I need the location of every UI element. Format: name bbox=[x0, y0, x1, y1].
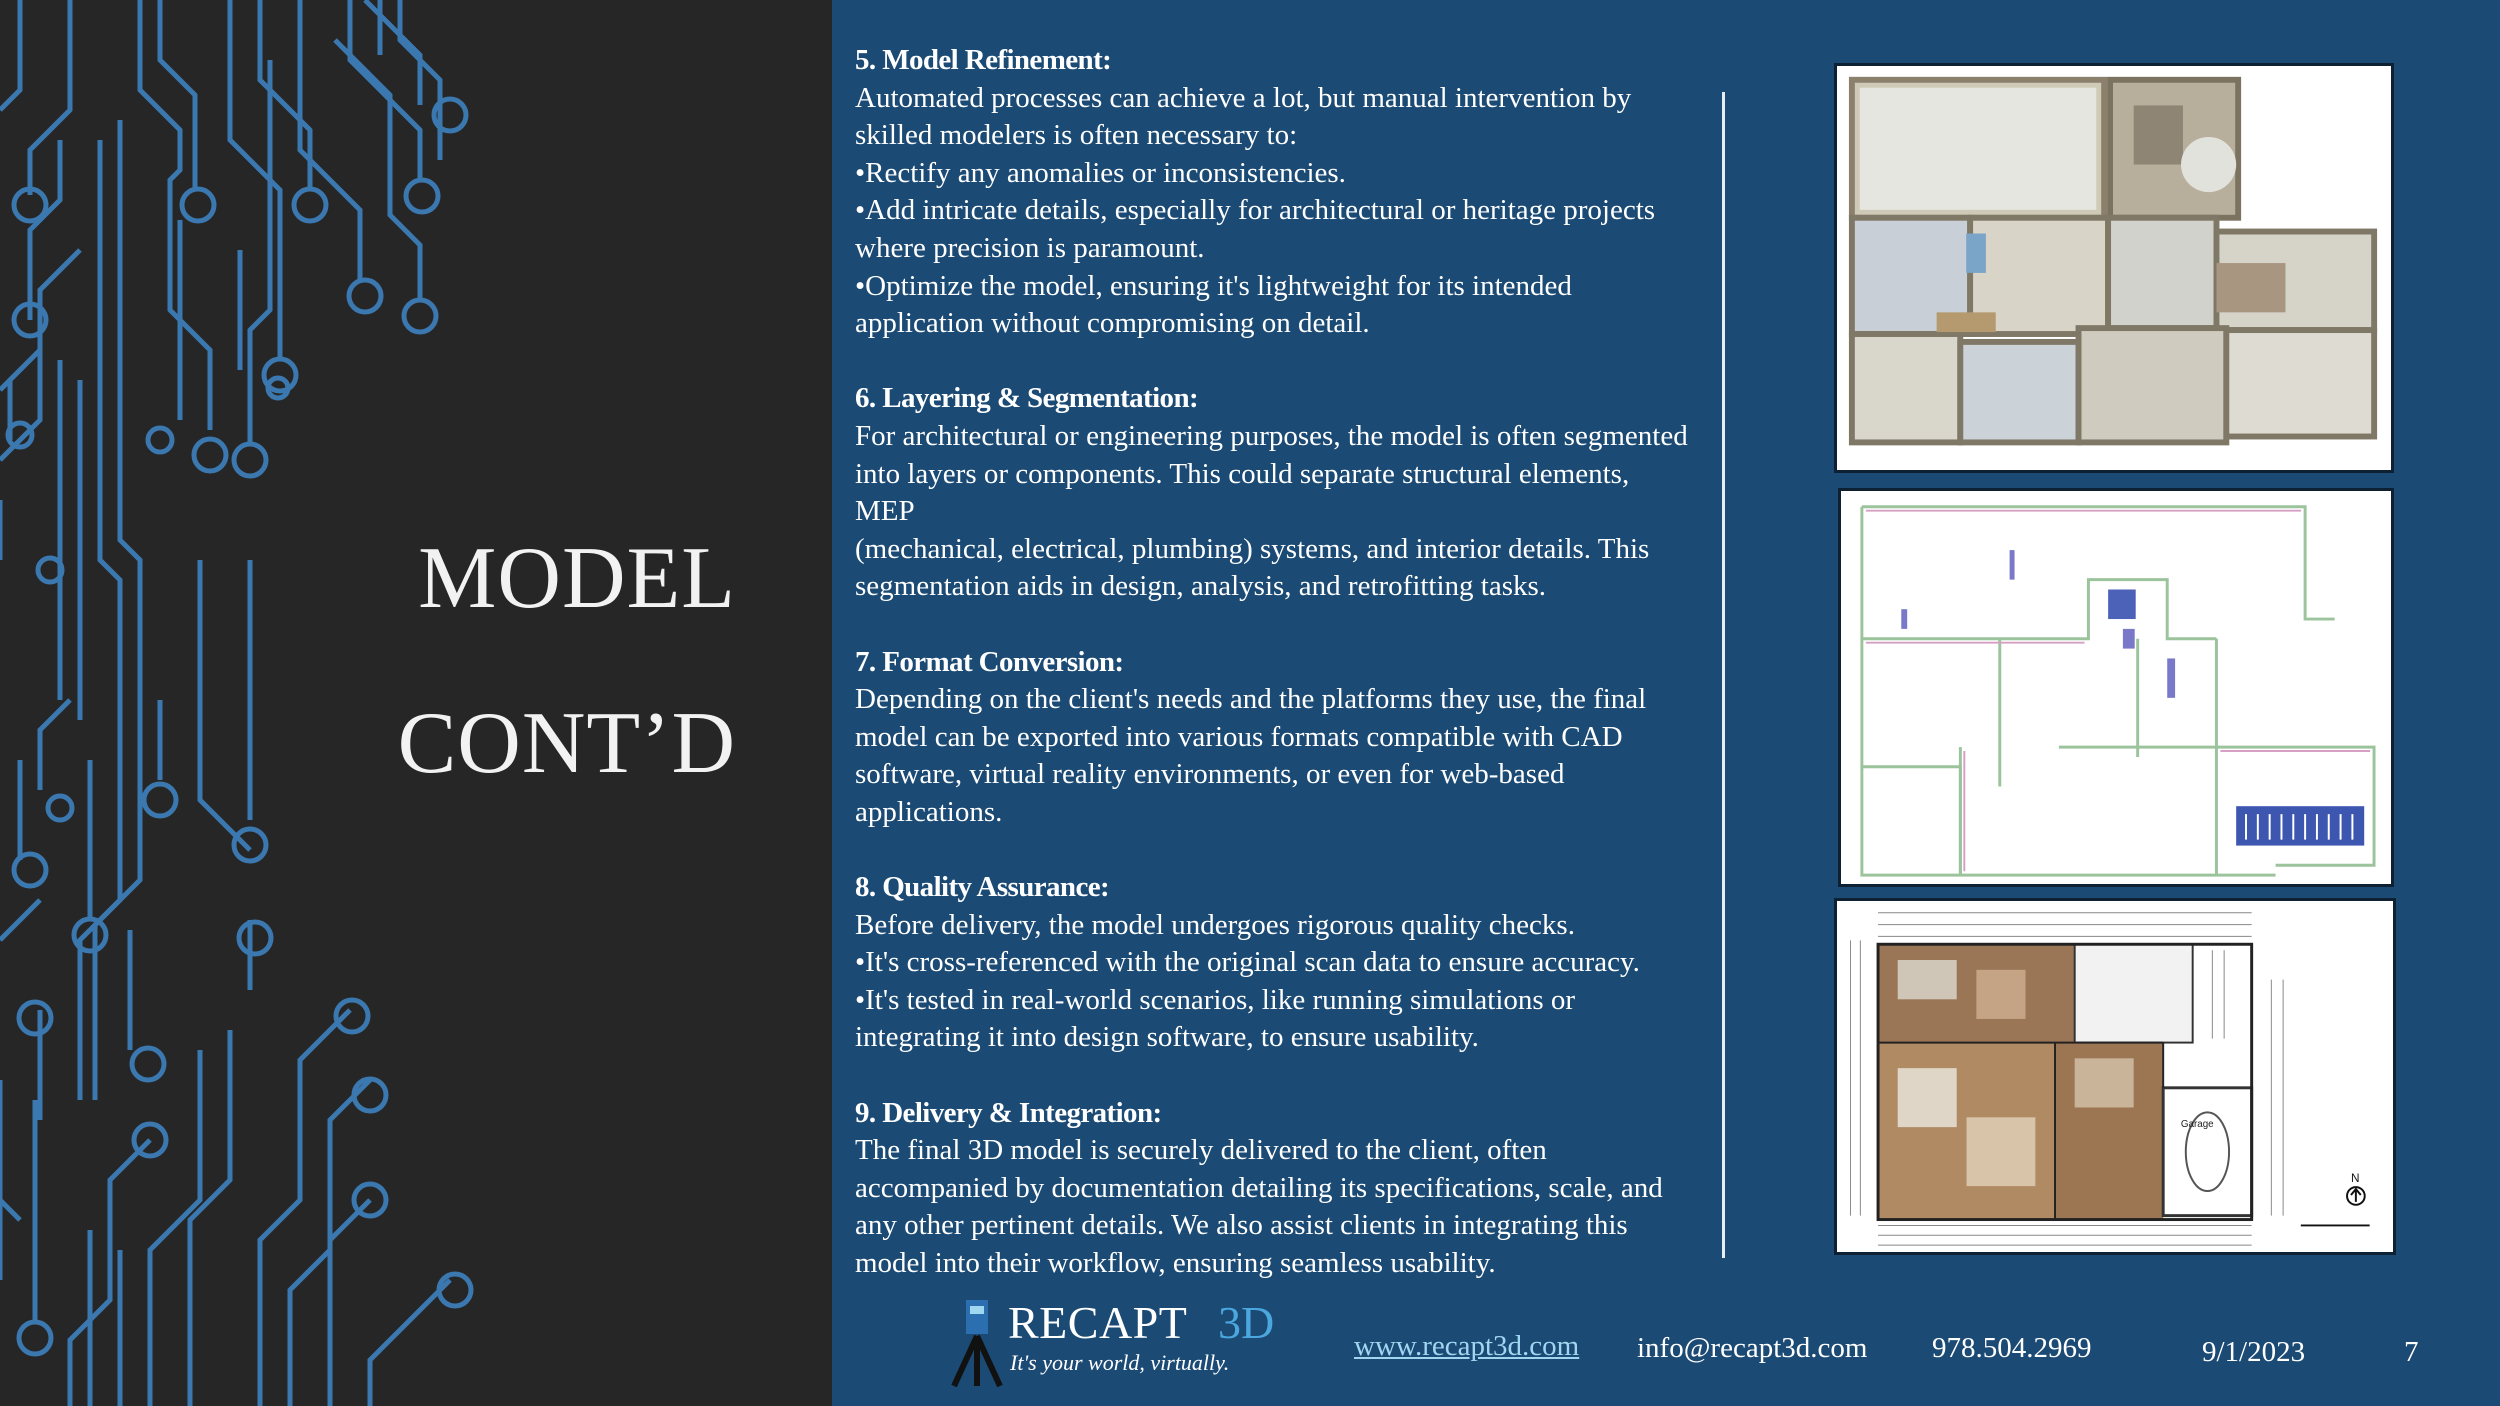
tripod-scanner-logo-icon bbox=[948, 1296, 1004, 1388]
section-line: model can be exported into various formats compatible with CAD bbox=[855, 720, 1623, 753]
section-line: applications. bbox=[855, 795, 1003, 828]
logo-wordmark: RECAPT bbox=[1008, 1297, 1188, 1348]
section-line: •It's tested in real-world scenarios, like running simulations or bbox=[855, 983, 1576, 1016]
slide-date: 9/1/2023 bbox=[2202, 1336, 2306, 1368]
vertical-divider bbox=[1722, 92, 1725, 1258]
point-cloud-wall-outline-plan-image bbox=[1838, 488, 2394, 887]
section-heading: 7. Format Conversion: bbox=[855, 645, 1124, 678]
point-cloud-3d-floor-plan-icon bbox=[1837, 66, 2391, 470]
point-cloud-wall-outline-plan-icon bbox=[1841, 491, 2391, 884]
section-delivery-integration bbox=[855, 1095, 1695, 1283]
phone-number: 978.504.2969 bbox=[1932, 1332, 2092, 1364]
left-panel bbox=[0, 0, 832, 1406]
section-line: •Rectify any anomalies or inconsistencies. bbox=[855, 156, 1346, 189]
section-heading: 6. Layering & Segmentation: bbox=[855, 382, 1199, 415]
section-line: segmentation aids in design, analysis, and retrofitting tasks. bbox=[855, 570, 1547, 603]
logo-tagline: It's your world, virtually. bbox=[1010, 1350, 1230, 1375]
section-line: skilled modelers is often necessary to: bbox=[855, 119, 1298, 152]
section-line: Depending on the client's needs and the platforms they use, the final bbox=[855, 683, 1647, 716]
slide-title-line-1: MODEL bbox=[418, 530, 736, 627]
logo-wordmark-3d: 3D bbox=[1218, 1297, 1275, 1348]
section-line: Before delivery, the model undergoes rigorous quality checks. bbox=[855, 908, 1575, 941]
section-line: integrating it into design software, to ensure usability. bbox=[855, 1021, 1479, 1054]
section-heading: 5. Model Refinement: bbox=[855, 44, 1112, 76]
section-heading: 8. Quality Assurance: bbox=[855, 871, 1110, 904]
section-line: software, virtual reality environments, or even for web-based bbox=[855, 758, 1565, 791]
page-number: 7 bbox=[2404, 1336, 2419, 1368]
section-line: any other pertinent details. We also assist clients in integrating this bbox=[855, 1209, 1628, 1242]
slide-title-line-2: CONT’D bbox=[397, 695, 736, 792]
section-line: •Add intricate details, especially for architectural or heritage projects bbox=[855, 194, 1656, 227]
section-line: Automated processes can achieve a lot, but manual intervention by bbox=[855, 81, 1632, 114]
section-model-refinement bbox=[855, 42, 1695, 343]
section-line: (mechanical, electrical, plumbing) systems, and interior details. This bbox=[855, 532, 1650, 565]
dimensioned-floor-plan-image bbox=[1834, 898, 2396, 1255]
dimensioned-floor-plan-icon bbox=[1837, 901, 2393, 1252]
section-quality-assurance bbox=[855, 869, 1695, 1057]
section-line: •Optimize the model, ensuring it's lightweight for its intended bbox=[855, 269, 1572, 302]
point-cloud-3d-floor-plan-image bbox=[1834, 63, 2394, 473]
section-line: •It's cross-referenced with the original scan data to ensure accuracy. bbox=[855, 946, 1640, 979]
email-address: info@recapt3d.com bbox=[1637, 1332, 1868, 1364]
content-text bbox=[855, 42, 1695, 1320]
north-arrow-label: N bbox=[2350, 1172, 2360, 1186]
section-line: The final 3D model is securely delivered to the client, often bbox=[855, 1134, 1547, 1167]
section-format-conversion bbox=[855, 644, 1695, 832]
section-line: model into their workflow, ensuring seamless usability. bbox=[855, 1247, 1496, 1279]
section-line: accompanied by documentation detailing its specifications, scale, and bbox=[855, 1171, 1663, 1204]
section-layering-segmentation bbox=[855, 380, 1695, 606]
footer bbox=[0, 1280, 2500, 1406]
recapt3d-logo bbox=[948, 1296, 1275, 1396]
section-heading: 9. Delivery & Integration: bbox=[855, 1096, 1162, 1129]
garage-room-label: Garage bbox=[2180, 1119, 2214, 1131]
section-line: into layers or components. This could separate structural elements, MEP bbox=[855, 457, 1630, 528]
section-line: For architectural or engineering purposes, the model is often segmented bbox=[855, 419, 1688, 452]
website-link[interactable]: www.recapt3d.com bbox=[1354, 1330, 1580, 1362]
section-line: where precision is paramount. bbox=[855, 231, 1205, 264]
section-line: application without compromising on detail. bbox=[855, 307, 1370, 340]
